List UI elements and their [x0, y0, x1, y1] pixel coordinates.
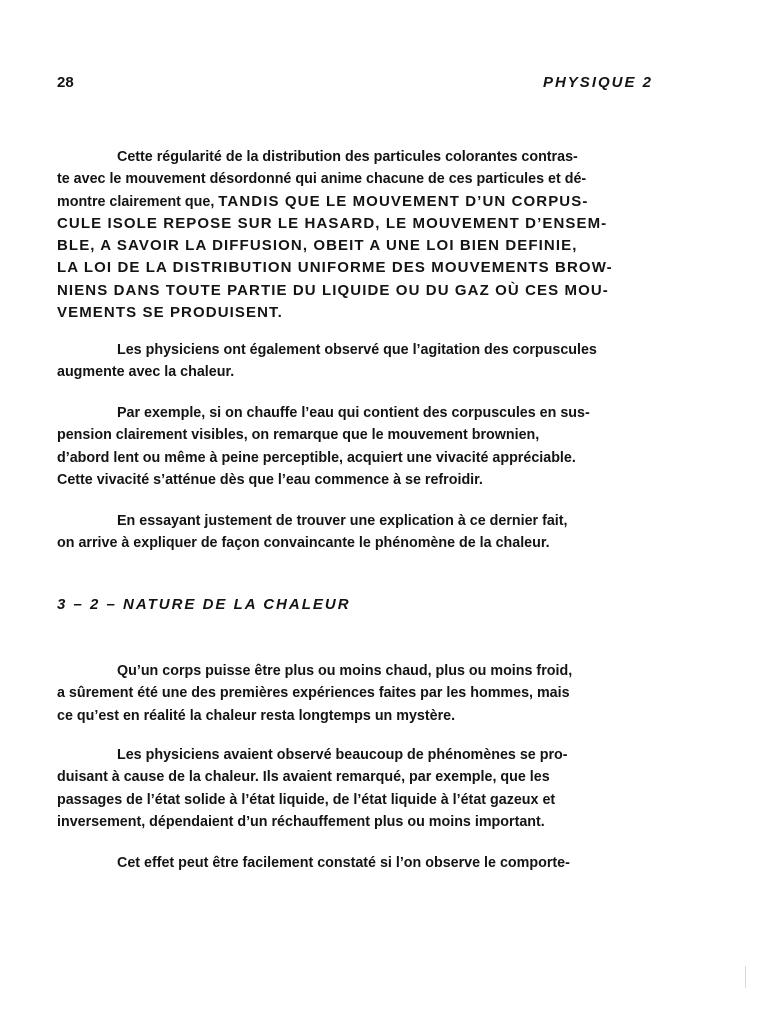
text-line: Les physiciens ont également observé que l’agitation des corpuscules — [117, 342, 597, 358]
text-line: d’abord lent ou même à peine perceptible, acquiert une vivacité appréciable. — [57, 449, 576, 466]
section-heading: 3 – 2 – NATURE DE LA CHALEUR — [57, 596, 351, 613]
emphasized-line: LA LOI DE LA DISTRIBUTION UNIFORME DES MOUVEMENTS BROW- — [57, 259, 613, 277]
text-line: passages de l’état solide à l’état liquide, de l’état liquide à l’état gazeux et — [57, 791, 556, 808]
text-line: En essayant justement de trouver une explication à ce dernier fait, — [117, 513, 568, 529]
emphasized-line: VEMENTS SE PRODUISENT. — [57, 304, 283, 322]
text-line — [57, 191, 613, 213]
running-head: PHYSIQUE 2 — [542, 74, 653, 91]
paragraph-observation — [57, 852, 570, 874]
paragraph-explanation — [57, 510, 568, 555]
paragraph-heat-mystery — [57, 660, 572, 727]
text-line: Cet effet peut être facilement constaté si l’on observe le comporte- — [117, 855, 570, 871]
paragraph-phase-changes — [57, 744, 568, 833]
text-line: Les physiciens avaient observé beaucoup de phénomènes se pro- — [117, 747, 568, 763]
text-line: ce qu’est en réalité la chaleur resta longtemps un mystère. — [57, 707, 456, 724]
text-line: duisant à cause de la chaleur. Ils avaient remarqué, par exemple, que les — [57, 769, 550, 786]
emphasized-line: CULE ISOLE REPOSE SUR LE HASARD, LE MOUVEMENT D’ENSEM- — [57, 214, 608, 232]
emphasized-line: BLE, A SAVOIR LA DIFFUSION, OBEIT A UNE LOI BIEN DEFINIE, — [57, 237, 578, 255]
page-number: 28 — [57, 74, 74, 91]
scan-margin-mark — [745, 966, 746, 988]
emphasized-text: TANDIS QUE LE MOUVEMENT D’UN CORPUS- — [218, 192, 589, 210]
text-line: on arrive à expliquer de façon convaincante le phénomène de la chaleur. — [57, 535, 550, 552]
text-line: Qu’un corps puisse être plus ou moins chaud, plus ou moins froid, — [117, 663, 573, 679]
text-line: te avec le mouvement désordonné qui anime chacune de ces particules et dé- — [57, 171, 587, 188]
text-line: pension clairement visibles, on remarque que le mouvement brownien, — [57, 427, 540, 444]
text-line: a sûrement été une des premières expériences faites par les hommes, mais — [57, 685, 570, 702]
text-line: Cette régularité de la distribution des particules colorantes contras- — [117, 149, 578, 165]
page-header — [57, 74, 653, 96]
text-line: Cette vivacité s’atténue dès que l’eau commence à se refroidir. — [57, 471, 483, 488]
text-line: augmente avec la chaleur. — [57, 364, 235, 381]
emphasized-line: NIENS DANS TOUTE PARTIE DU LIQUIDE OU DU GAZ OÙ CES MOU- — [57, 281, 609, 299]
paragraph-diffusion-law — [57, 146, 613, 324]
text-line: inversement, dépendaient d’un réchauffement plus ou moins important. — [57, 813, 545, 830]
paragraph-example — [57, 402, 590, 491]
text-line: Par exemple, si on chauffe l’eau qui contient des corpuscules en sus- — [117, 405, 590, 421]
paragraph-agitation — [57, 339, 597, 384]
text-segment: montre clairement que, — [57, 193, 219, 210]
